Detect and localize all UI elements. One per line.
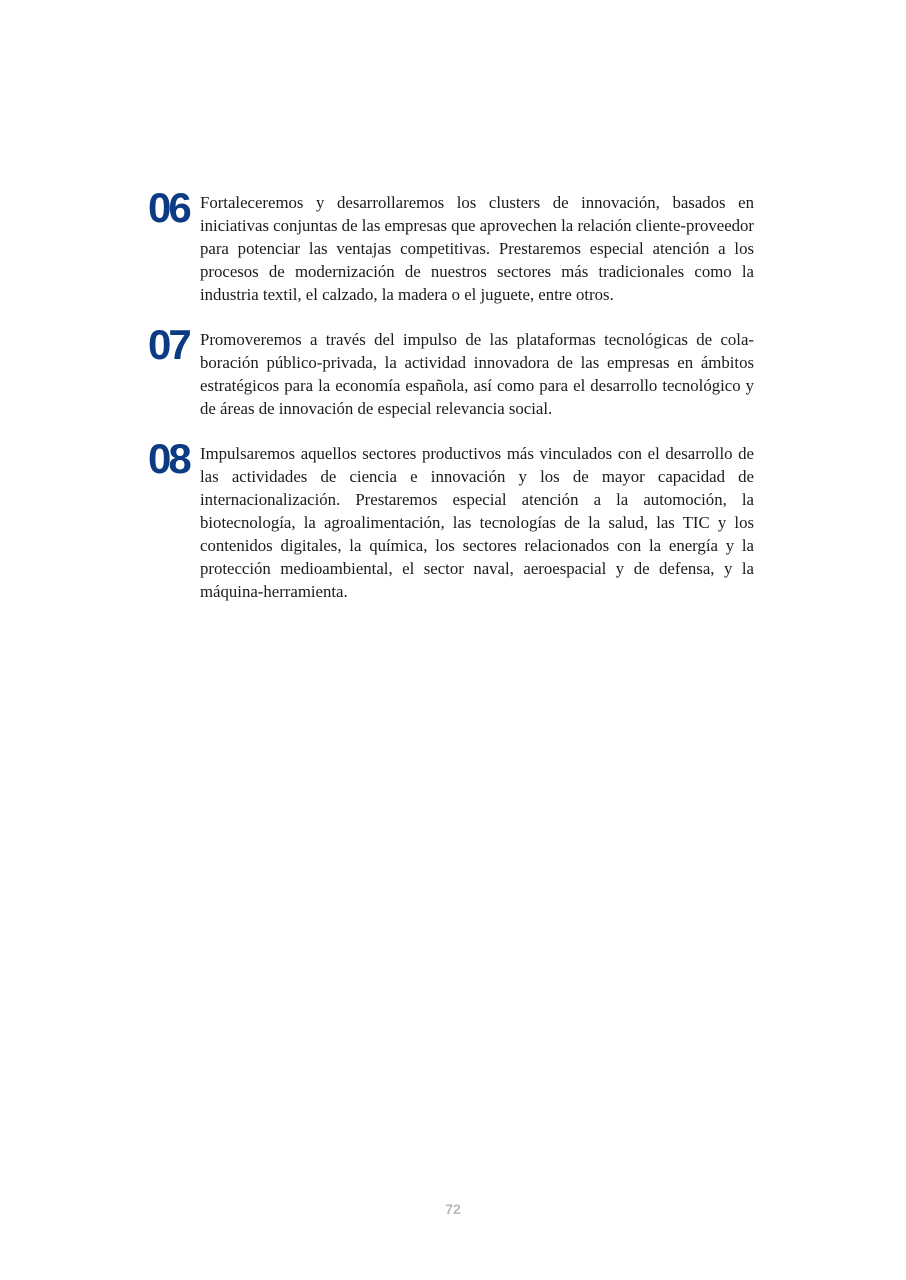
page-number: 72: [445, 1201, 461, 1217]
item-number: 06: [148, 184, 189, 231]
item-number: 07: [148, 321, 189, 368]
item-text: Promoveremos a través del impulso de las plataformas tecnológicas de colaboración público-privada, la actividad innovadora de las empresas en ámbitos estratégicos para la economía española, así como para el desarrollo tecnológico y de áreas de innovación de especial relevancia social.: [200, 330, 754, 418]
item-text: Impulsaremos aquellos sectores productivos más vinculados con el desarrollo de las actividades de ciencia e innovación y los de mayor capacidad de internacionalización. Prestaremos especial atención a la automoción, la biotecnología, la agroalimentación, las tecnologías de la salud, las TIC y los contenidos digitales, la química, los sectores relacionados con la energía y la protección medioambiental, el sector naval, aeroespacial y de defensa, y la máquina-herramienta.: [200, 444, 754, 601]
item-text: Fortaleceremos y desarrollaremos los clusters de innovación, basados en iniciativas conjuntas de las empresas que aprovechen la relación cliente-proveedor para potenciar las ventajas competitivas. Prestaremos especial atención a los procesos de modernización de nuestros sectores más tradicionales como la industria textil, el calzado, la madera o el juguete, entre otros.: [200, 193, 755, 304]
item-number: 08: [148, 435, 189, 482]
